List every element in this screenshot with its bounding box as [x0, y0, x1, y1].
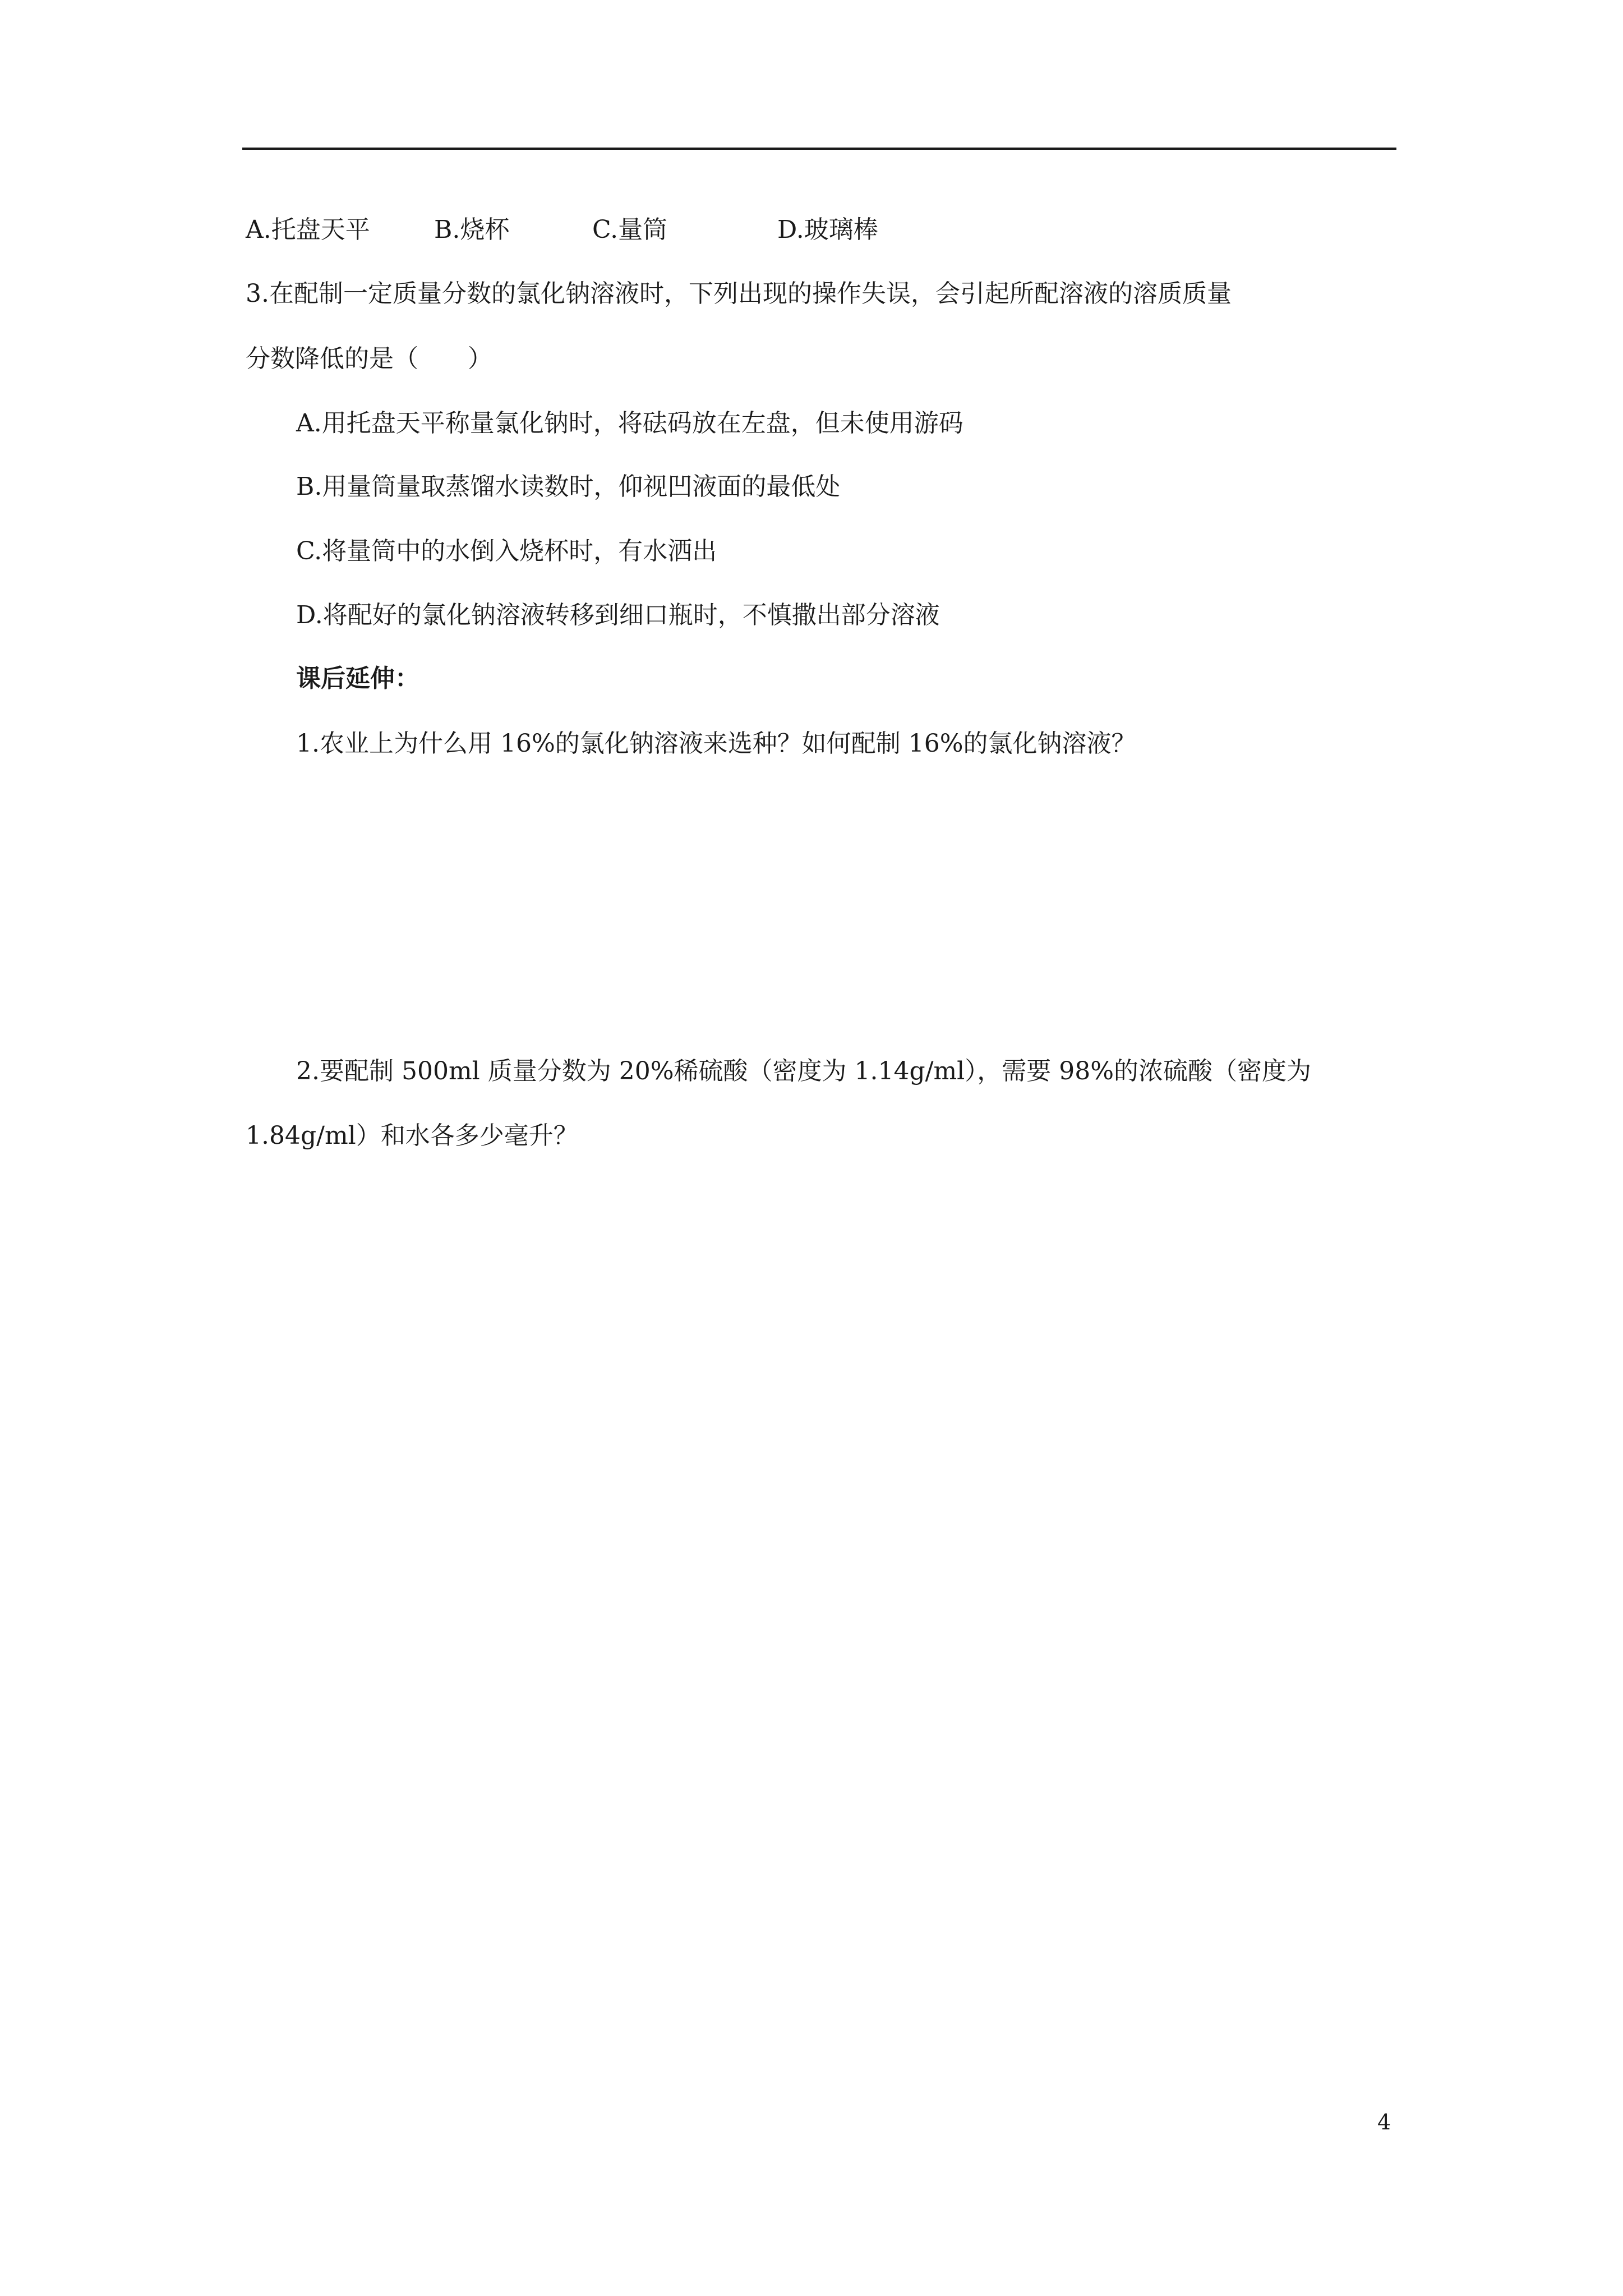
q3-option-c: C.将量筒中的水倒入烧杯时，有水洒出	[296, 537, 717, 565]
q2-option-d: D.玻璃棒	[777, 215, 878, 244]
extension-question-2-line1: 2.要配制 500ml 质量分数为 20%稀硫酸（密度为 1.14g/ml），需要 98%的浓硫酸（密度为	[296, 1057, 1312, 1085]
q2-option-b: B.烧杯	[434, 215, 510, 244]
page-number: 4	[1377, 2110, 1391, 2134]
header-rule	[242, 148, 1396, 150]
q3-option-d: D.将配好的氯化钠溶液转移到细口瓶时，不慎撒出部分溶液	[296, 601, 940, 629]
extension-heading: 课后延伸：	[296, 664, 419, 693]
q3-stem-line1: 3.在配制一定质量分数的氯化钠溶液时，下列出现的操作失误，会引起所配溶液的溶质质量	[246, 279, 1232, 308]
q3-option-a: A.用托盘天平称量氯化钠时，将砝码放在左盘，但未使用游码	[296, 409, 963, 438]
q2-options-row	[246, 213, 1199, 247]
q3-option-b: B.用量筒量取蒸馏水读数时，仰视凹液面的最低处	[296, 472, 841, 501]
q2-option-c: C.量筒	[592, 215, 668, 244]
q3-stem-line2: 分数降低的是（ ）	[246, 344, 492, 373]
q2-option-a: A.托盘天平	[246, 215, 370, 244]
extension-question-1: 1.农业上为什么用 16%的氯化钠溶液来选种？如何配制 16%的氯化钠溶液？	[296, 729, 1136, 758]
extension-question-2-line2: 1.84g/ml）和水各多少毫升？	[246, 1121, 578, 1150]
